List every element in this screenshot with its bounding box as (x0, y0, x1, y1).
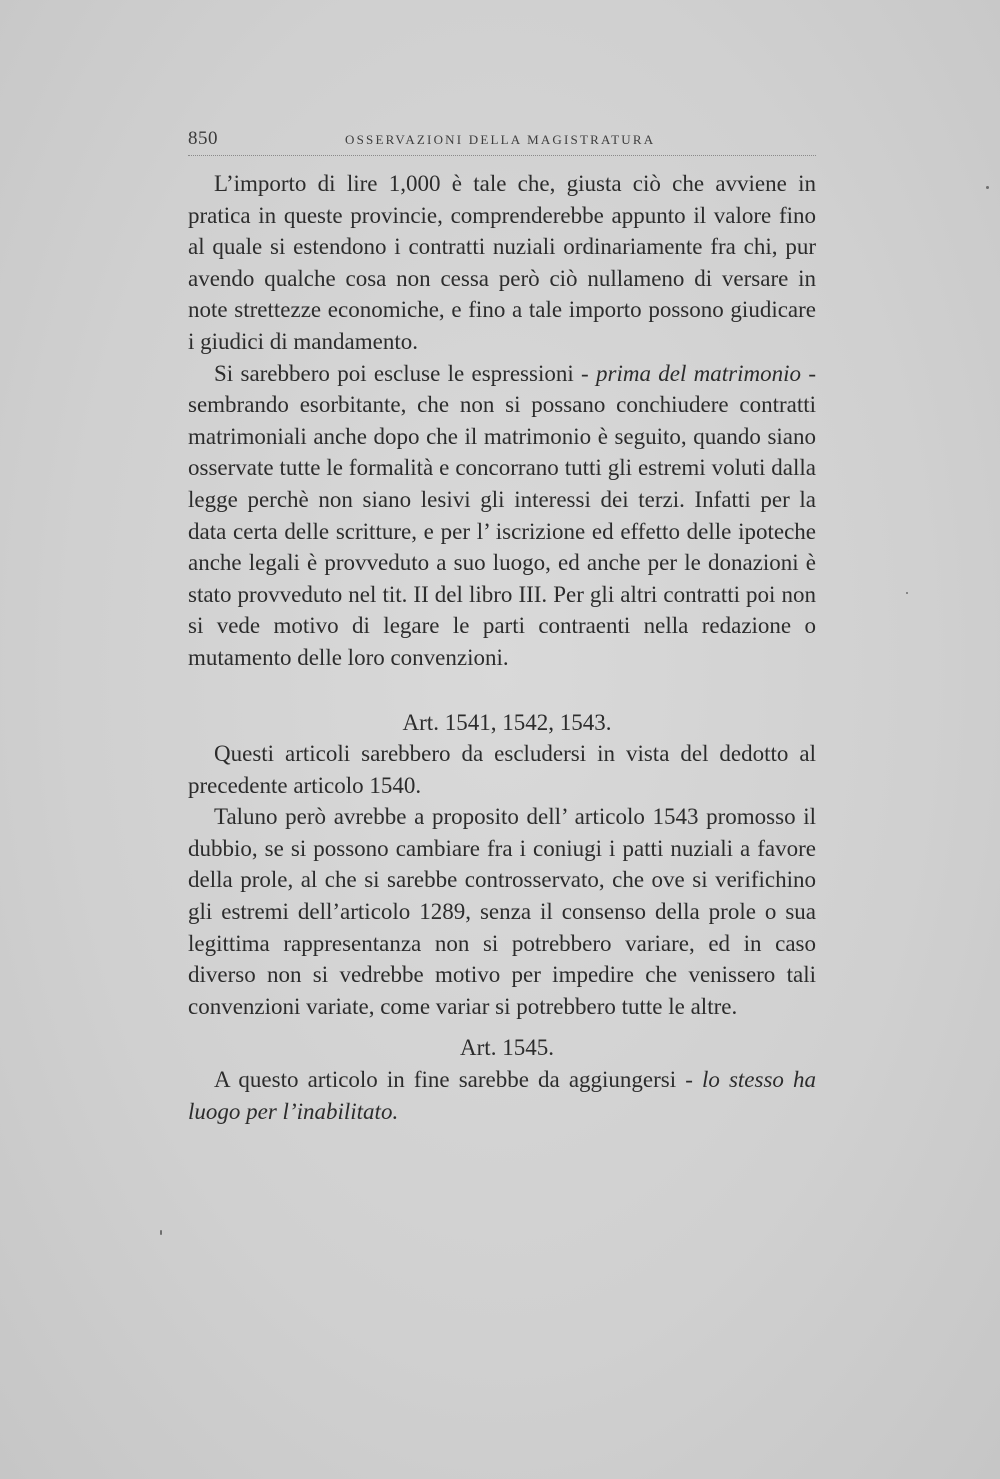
body-text (188, 168, 816, 1127)
italic-phrase-inabilitato: lo stesso ha luogo per l’inabilitato. (188, 1067, 816, 1124)
italic-phrase-prima-del-matrimonio: prima del matrimonio (596, 360, 802, 386)
paragraph-aggiunta (188, 1064, 816, 1127)
paragraph-espressioni-start: Si sarebbero poi escluse le espressioni - (214, 360, 597, 386)
paragraph-espressioni (188, 358, 816, 674)
running-head: OSSERVAZIONI DELLA MAGISTRATURA (345, 132, 656, 147)
article-heading-1541-1543: Art. 1541, 1542, 1543. (402, 709, 612, 735)
article-heading-1545: Art. 1545. (460, 1035, 554, 1061)
paragraph-espressioni-rest: - sembrando esorbitante, che non si possano conchiudere contratti matrimoniali anche dopo che il matrimonio è seguito, quando siano osservate tutte le formalità e concorrano tutti gli estremi voluti dalla legge perchè non siano lesivi gli interessi dei terzi. Infatti per la data certa delle scritture, e per l’ iscrizione ed effetto delle ipoteche anche legali è provveduto a suo luogo, ed anche per le donazioni è stato provveduto nel tit. II del libro III. Per gli altri contratti poi non si vede motivo di legare le parti contraenti nella redazione o mutamento delle loro convenzioni. (188, 360, 816, 670)
section-gap (188, 1022, 816, 1032)
paper-speck (906, 592, 908, 594)
paragraph-importo: L’importo di lire 1,000 è tale che, giusta ciò che avviene in pratica in queste provincie, comprenderebbe appunto il valore fino al quale si estendono i contratti nuziali ordinariamente fra chi, pur avendo qualche cosa non cessa però ciò nullameno di versare in note strettezze economiche, e fino a tale importo possono giudicare i giudici di mandamento. (188, 171, 816, 354)
paper-speck (986, 186, 989, 189)
page-header (188, 128, 818, 152)
section-gap (188, 674, 816, 707)
paragraph-aggiunta-start: A questo articolo in fine sarebbe da aggiungersi - (214, 1067, 702, 1093)
paragraph-taluno: Taluno però avrebbe a proposito dell’ articolo 1543 promosso il dubbio, se si possono cambiare fra i coniugi i patti nuziali a favore della prole, al che si sarebbe controsservato, che ove si verifichino gli estremi dell’articolo 1289, senza il consenso della prole o sua legittima rappresentanza non si potrebbero variare, ed in caso diverso non si vedrebbe motivo per impedire che venissero tali convenzioni variate, come variar si potrebbero tutte le altre. (188, 804, 816, 1019)
page-number: 850 (188, 128, 218, 149)
paragraph-questi-articoli: Questi articoli sarebbero da escludersi in vista del dedotto al precedente articolo 1540. (188, 741, 816, 798)
header-rule (188, 155, 816, 156)
paper-speck (160, 1230, 162, 1235)
